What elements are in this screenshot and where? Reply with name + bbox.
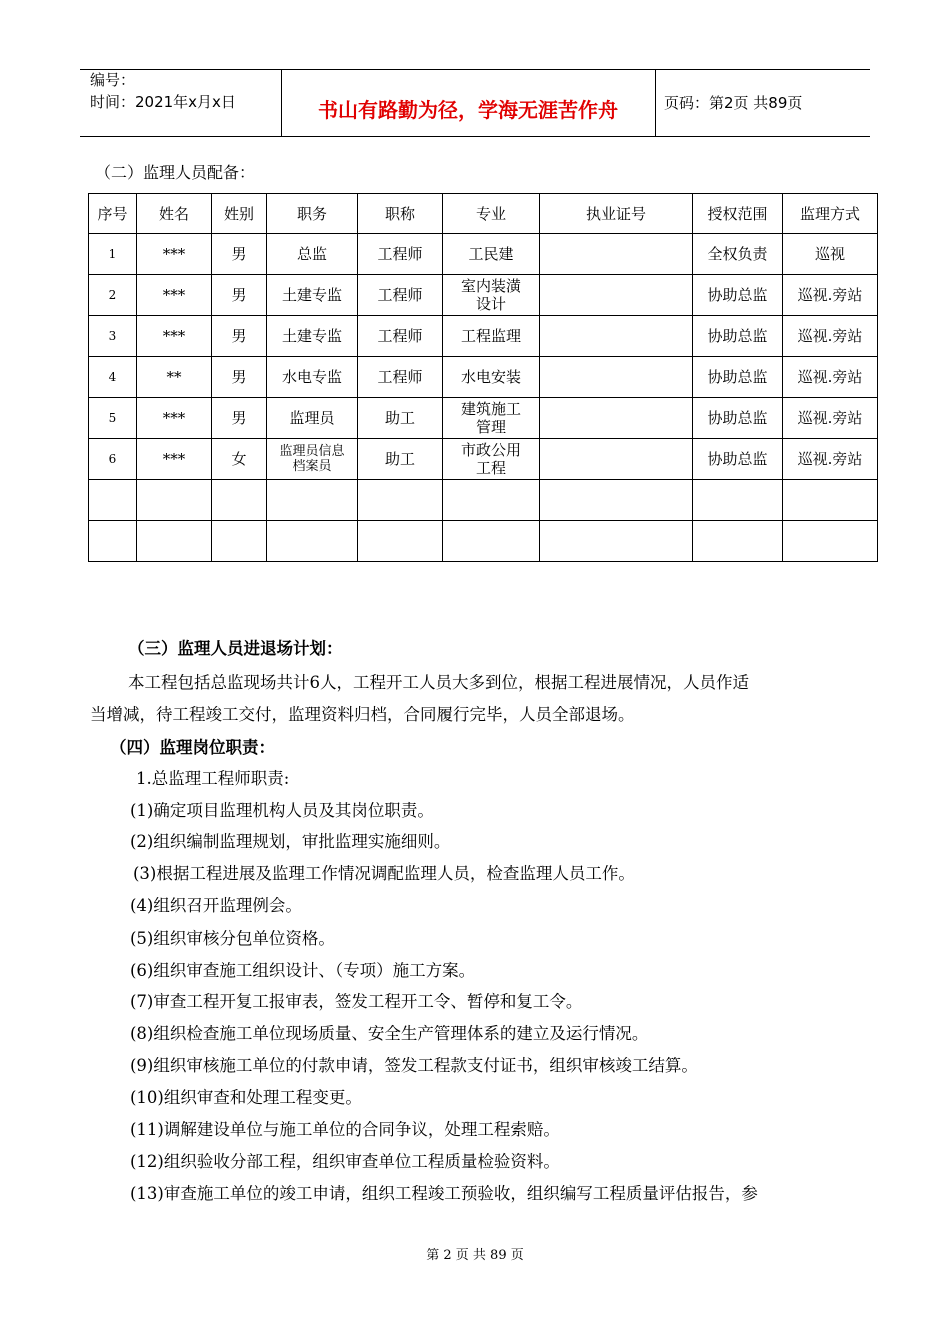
duty-heading: 1.总监理工程师职责: [136,769,290,788]
empty-cell [212,521,267,562]
cell-name: *** [137,275,212,316]
cell-no: 5 [89,398,137,439]
cell-name: ** [137,357,212,398]
column-header: 序号 [89,194,137,234]
empty-cell [267,521,358,562]
cell-scope: 协助总监 [693,357,783,398]
duty-item: (1)确定项目监理机构人员及其岗位职责。 [130,801,434,820]
cell-mode: 巡视.旁站 [783,357,878,398]
cell-gender: 男 [212,398,267,439]
cell-mode: 巡视.旁站 [783,439,878,480]
column-header: 专业 [443,194,540,234]
section-4-title: （四）监理岗位职责： [110,738,275,757]
cell-duty: 水电专监 [267,357,358,398]
empty-cell [89,480,137,521]
column-header: 监理方式 [783,194,878,234]
cell-major: 水电安装 [443,357,540,398]
staff-table [88,193,878,562]
cell-name: *** [137,439,212,480]
cell-title: 工程师 [358,275,443,316]
section-2-title: （二）监理人员配备： [95,163,256,182]
duty-item: (10)组织审查和处理工程变更。 [130,1088,362,1107]
empty-cell [89,521,137,562]
cell-gender: 男 [212,275,267,316]
empty-cell [137,521,212,562]
cell-title: 助工 [358,398,443,439]
header-bottom-rule [80,136,870,137]
empty-cell [358,480,443,521]
cell-cert [540,234,693,275]
empty-cell [783,521,878,562]
section-3-paragraph-line: 当增减，待工程竣工交付，监理资料归档，合同履行完毕，人员全部退场。 [90,705,635,724]
cell-cert [540,316,693,357]
column-header: 姓别 [212,194,267,234]
duty-item: (5)组织审核分包单位资格。 [130,929,335,948]
cell-no: 4 [89,357,137,398]
cell-scope: 协助总监 [693,439,783,480]
table-row [89,275,878,316]
duty-item: (12)组织验收分部工程，组织审查单位工程质量检验资料。 [130,1152,560,1171]
duty-item: (3)根据工程进展及监理工作情况调配监理人员，检查监理人员工作。 [133,864,635,883]
page-footer: 第 2 页 共 89 页 [426,1248,524,1263]
duty-item: (9)组织审核施工单位的付款申请，签发工程款支付证书，组织审核竣工结算。 [130,1056,698,1075]
cell-name: *** [137,398,212,439]
empty-cell [443,480,540,521]
header-code-label: 编号： [90,71,136,89]
empty-cell [443,521,540,562]
duty-item: (8)组织检查施工单位现场质量、安全生产管理体系的建立及运行情况。 [130,1024,649,1043]
empty-cell [540,480,693,521]
empty-cell [540,521,693,562]
cell-mode: 巡视.旁站 [783,316,878,357]
cell-duty: 监理员 [267,398,358,439]
cell-gender: 女 [212,439,267,480]
duty-item: (13)审查施工单位的竣工申请，组织工程竣工预验收，组织编写工程质量评估报告，参 [130,1184,758,1203]
cell-duty: 监理员信息档案员 [267,439,358,480]
cell-name: *** [137,234,212,275]
duty-item: (2)组织编制监理规划，审批监理实施细则。 [130,832,451,851]
cell-no: 6 [89,439,137,480]
cell-title: 工程师 [358,357,443,398]
column-header: 授权范围 [693,194,783,234]
table-row [89,316,878,357]
empty-cell [693,521,783,562]
table-row [89,439,878,480]
cell-mode: 巡视 [783,234,878,275]
header-divider [655,69,656,136]
cell-major: 工民建 [443,234,540,275]
table-row [89,234,878,275]
cell-gender: 男 [212,234,267,275]
cell-major: 建筑施工管理 [443,398,540,439]
section-3-paragraph-line: 本工程包括总监现场共计6人，工程开工人员大多到位，根据工程进展情况，人员作适 [128,673,749,692]
empty-cell [267,480,358,521]
cell-gender: 男 [212,357,267,398]
table-row-empty [89,521,878,562]
column-header: 职称 [358,194,443,234]
cell-scope: 全权负责 [693,234,783,275]
cell-no: 3 [89,316,137,357]
duty-item: (7)审查工程开复工报审表，签发工程开工令、暂停和复工令。 [130,992,583,1011]
cell-no: 2 [89,275,137,316]
cell-major: 室内装潢设计 [443,275,540,316]
cell-scope: 协助总监 [693,275,783,316]
empty-cell [783,480,878,521]
duty-item: (6)组织审查施工组织设计、（专项）施工方案。 [130,961,476,980]
cell-mode: 巡视.旁站 [783,275,878,316]
cell-cert [540,357,693,398]
table-row-empty [89,480,878,521]
cell-cert [540,439,693,480]
cell-gender: 男 [212,316,267,357]
table-row [89,357,878,398]
cell-cert [540,398,693,439]
cell-mode: 巡视.旁站 [783,398,878,439]
empty-cell [358,521,443,562]
table-row [89,398,878,439]
cell-scope: 协助总监 [693,398,783,439]
cell-title: 助工 [358,439,443,480]
table-header-row [89,194,878,234]
column-header: 执业证号 [540,194,693,234]
cell-scope: 协助总监 [693,316,783,357]
cell-title: 工程师 [358,234,443,275]
cell-name: *** [137,316,212,357]
header-motto: 书山有路勤为径，学海无涯苦作舟 [318,98,618,122]
empty-cell [212,480,267,521]
empty-cell [693,480,783,521]
duty-item: (11)调解建设单位与施工单位的合同争议，处理工程索赔。 [130,1120,560,1139]
cell-major: 市政公用工程 [443,439,540,480]
duty-item: (4)组织召开监理例会。 [130,896,302,915]
cell-title: 工程师 [358,316,443,357]
header-top-rule [80,69,870,70]
cell-cert [540,275,693,316]
header-time-label: 时间：2021年x月x日 [90,93,236,111]
header-page-label: 页码：第2页 共89页 [664,94,803,112]
column-header: 姓名 [137,194,212,234]
cell-no: 1 [89,234,137,275]
cell-duty: 土建专监 [267,316,358,357]
column-header: 职务 [267,194,358,234]
cell-major: 工程监理 [443,316,540,357]
cell-duty: 土建专监 [267,275,358,316]
empty-cell [137,480,212,521]
section-3-title: （三）监理人员进退场计划： [128,639,343,658]
cell-duty: 总监 [267,234,358,275]
